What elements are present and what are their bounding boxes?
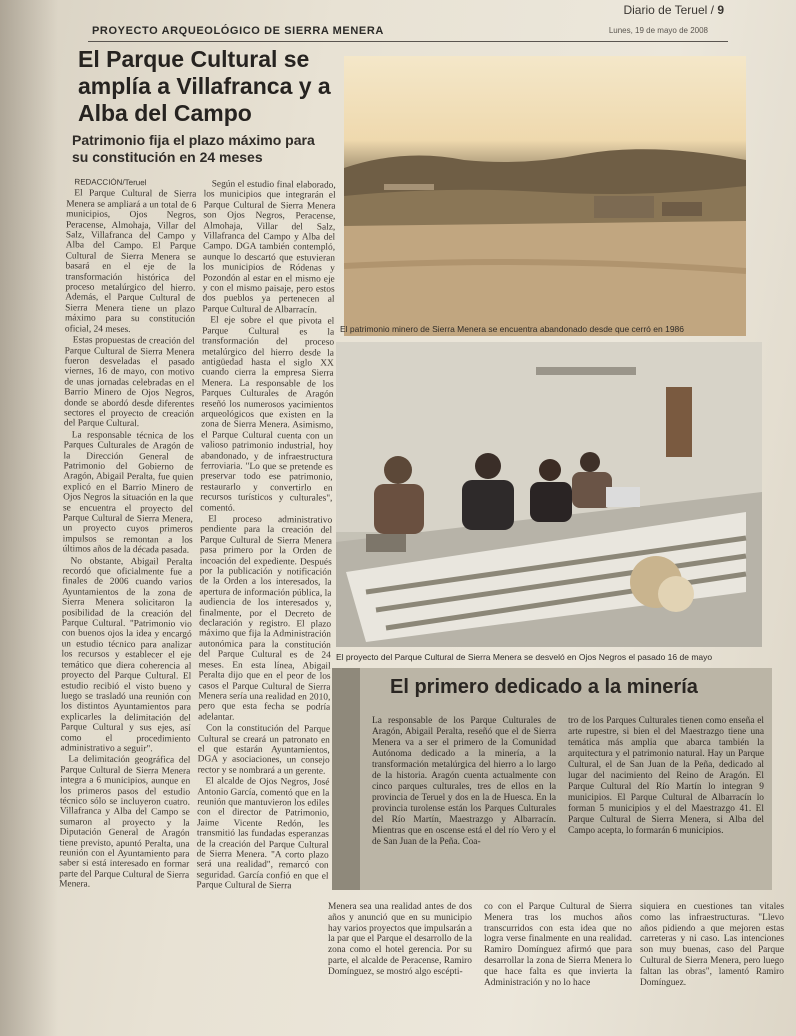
article-headline: El Parque Cultural se amplía a Villafranca y a Alba del Campo (78, 46, 331, 126)
paragraph: Según el estudio final elaborado, los municipios que integrarán el Parque Cultural de Sierra Menera son Ojos Negros, Peracense, Almohaja, Villar del Salz, Villafranca del Campo y Alba del Campo. DGA también contempló, aunque lo descartó que estuvieran los municipios de Ródenas y Pozondón al estar en el mismo eje y con el mismo paisaje, pero estos dos pueblos ya pertenecen al Parque Cultural de Albarracín. (202, 179, 336, 316)
paragraph: El Parque Cultural de Sierra Menera se ampliará a un total de 6 municipios, Ojos Negros, Peracense, Almohaja, Villar del Salz, Villafranca del Campo y Alba del Campo. El Parque Cultural de Sierra Menera se basará en el eje de la transformación histórica del proceso metalúrgico del hierro. Además, el Parque Cultural de Sierra Menera tiene un plazo máximo para su constitución oficial, 24 meses. (64, 188, 197, 335)
sidebar-column-1: La responsable de los Parque Culturales de Aragón, Abigail Peralta, reseñó que el de Sierra Menera va a ser el primero de la Comunidad Autónoma dedicado a la minería, a la transformación metalúrgica del hierro a lo largo de la historia. Aragón cuenta actualmente con cinco parques culturales, tres de ellos en la provincia de Teruel y dos en la de Huesca. En la provincia turolense están los Parques Culturales del Río Martín, Maestrazgo y Albarracín. Mientras que en oscense está el del río Vero y el de San Juan de la Peña. Coa- (372, 716, 556, 847)
photo-caption-2: El proyecto del Parque Cultural de Sierra Menera se desveló en Ojos Negros el pasado 16 de mayo (336, 652, 713, 662)
article-column-4: co con el Parque Cultural de Sierra Menera tras los muchos años transcurridos con esta idea que no logra verse finalmente en una realidad. Ramiro Domínguez afirmó que para desarrollar la zona de Sierra Menera lo que hace falta es que invierta la Administración y no lo hace (484, 902, 632, 988)
section-label: PROYECTO ARQUEOLÓGICO DE SIERRA MENERA (92, 25, 384, 37)
byline-place: /Teruel (122, 177, 147, 188)
paragraph: La delimitación geográfica del Parque Cultural de Sierra Menera integra a 6 municipios, aunque en los primeros pasos del estudio técnico sólo se incluyeron cuatro. Villafranca y Alba del Campo se sumaron al proyecto y la Diputación General de Aragón tiene previsto, apuntó Peralta, una reunión con el Ayuntamiento para saber si está interesado en formar parte del Parque Cultural de Sierra Menera. (59, 754, 191, 890)
sidebar-box-accent (332, 668, 360, 890)
issue-date: Lunes, 19 de mayo de 2008 (608, 26, 708, 35)
paragraph: El alcalde de Ojos Negros, José Antonio García, comentó que en la reunión que mantuvieron los ediles con el director de Patrimonio, Jaime Vicente Redón, les transmitió las fundadas esperanzas de la creación del Parque Cultural de Sierra Menera. "A corto plazo será una realidad", remarcó con seguridad. García confió en que el Parque Cultural de Sierra (196, 776, 330, 892)
byline-author: REDACCIÓN (74, 177, 123, 187)
meeting-photo (336, 342, 762, 647)
photo-caption-1: El patrimonio minero de Sierra Menera se encuentra abandonado desde que cerró en 1986 (340, 324, 685, 334)
paragraph: Con la constitución del Parque Cultural se creará un patronato en el que estarán Ayuntamientos, DGA y asociaciones, un consejo rector y se nombrará a un gerente. (197, 723, 331, 777)
article-column-2 (196, 179, 336, 900)
meeting-illustration (336, 342, 762, 647)
sidebar-title: El primero dedicado a la minería (390, 676, 698, 698)
sidebar-column-2: tro de los Parques Culturales tienen como enseña el arte rupestre, si bien el del Maestrazgo tiene una temática más amplia que abarca también la arquitectura y el patrimonio natural. Hay un Parque Cultural, el de San Juan de la Peña, dedicado al lugar del nacimiento del Reino de Aragón. El Parque Cultural del Río Martín lo integran 9 municipios. El Parque Cultural de Albarracín lo forman 5 municipios y el del Maestrazgo 41. El Parque Cultural de Sierra Menera, si Alba del Campo acepta, lo formarán 6 municipios. (568, 716, 764, 836)
page-fold-shadow (0, 0, 58, 1036)
paragraph: El proceso administrativo pendiente para la creación del Parque Cultural de Sierra Menera pasa primero por la Orden de incoación del expediente. Después por la publicación y notificación de la Orden a los interesados, la apertura de información pública, la audiencia de los interesados y, finalmente, por el Decreto de declaración y registro. El plazo máximo que fija la Administración autonómica para la constitución del Parque Cultural es de 24 meses. En esta línea, Abigail Peralta dijo que en el peor de los casos el Parque Cultural de Sierra Menera sería una realidad en 2010, pero que esta fecha se podría adelantar. (198, 514, 333, 723)
landscape-illustration (344, 56, 746, 336)
article-column-5: siquiera en cuestiones tan vitales como las infraestructuras. "Llevo años pidiendo a que mejoren estas carreteras y ni caso. Las intenciones son muy buenas, caso del Parque Cultural de Sierra Menera, pero luego faltan las obras", lamentó Ramiro Domínguez. (640, 902, 784, 988)
paper-title: Diario de Teruel (623, 3, 708, 17)
article-column-1 (58, 177, 197, 1036)
section-rule (88, 41, 728, 42)
paragraph: El eje sobre el que pivota el Parque Cultural es la transformación del proceso metalúrgico del hierro desde la antigüedad hasta el siglo XX cuando cierra la empresa Sierra Menera. La responsable de los Parques Culturales de Aragón reseñó los numerosos yacimientos arqueológicos que existen en la zona de Sierra Menera. Asimismo, el Parque Cultural cuenta con un valioso patrimonio industrial, hoy abandonado, y de infraestructura ferroviaria. "Lo que se pretende es preservar todo ese patrimonio, restaurarlo y convertirlo en recursos turísticos y culturales", comentó. (200, 315, 335, 514)
paragraph: Estas propuestas de creación del Parque Cultural de Sierra Menera fueron desveladas el pasado viernes, 16 de mayo, con motivo de unas jornadas celebradas en el Barrio Minero de Ojos Negros, donde se abordó desde diferentes sectores el proyecto de creación del Parque Cultural. (63, 335, 195, 430)
article-column-3: Menera sea una realidad antes de dos años y anunció que en su municipio hay varios proyectos que impulsarán a la par que el Parque el desarrollo de la zona como el hotel gerencia. Por su parte, el alcalde de Peracense, Ramiro Domínguez, se mostró algo escépti- (328, 902, 472, 977)
newspaper-name: Diario de Teruel / 9 (623, 3, 724, 17)
article-subhead: Patrimonio fija el plazo máximo para su constitución en 24 meses (72, 132, 315, 165)
byline (66, 177, 196, 189)
page-number: 9 (717, 3, 724, 17)
paragraph: No obstante, Abigail Peralta recordó que oficialmente fue a finales de 2006 cuando varios Ayuntamientos de la zona de Sierra Menera solicitaron la posibilidad de la creación del Parque Cultural. "Patrimonio vio con buenos ojos la idea y encargó un estudio técnico para analizar los recursos y establecer el eje temático que diera coherencia al proyecto del Parque Cultural. El estudio recibió el visto bueno y luego se trasladó una reunión con los distintos Ayuntamientos para explicarles la delimitación del Parque Cultural y sus ejes, así como el procedimiento administrativo a seguir". (60, 556, 193, 755)
paragraph: La responsable técnica de los Parques Culturales de Aragón de la Dirección General de Patrimonio del Gobierno de Aragón, Abigail Peralta, fue quien explicó en el Barrio Minero de Ojos Negros la situación en la que se encuentra el proyecto del Parque Cultural de Sierra Menera, un proyecto cuyos primeros impulsos se remontan a los últimos años de la década pasada. (62, 430, 194, 556)
landscape-photo (344, 56, 746, 336)
